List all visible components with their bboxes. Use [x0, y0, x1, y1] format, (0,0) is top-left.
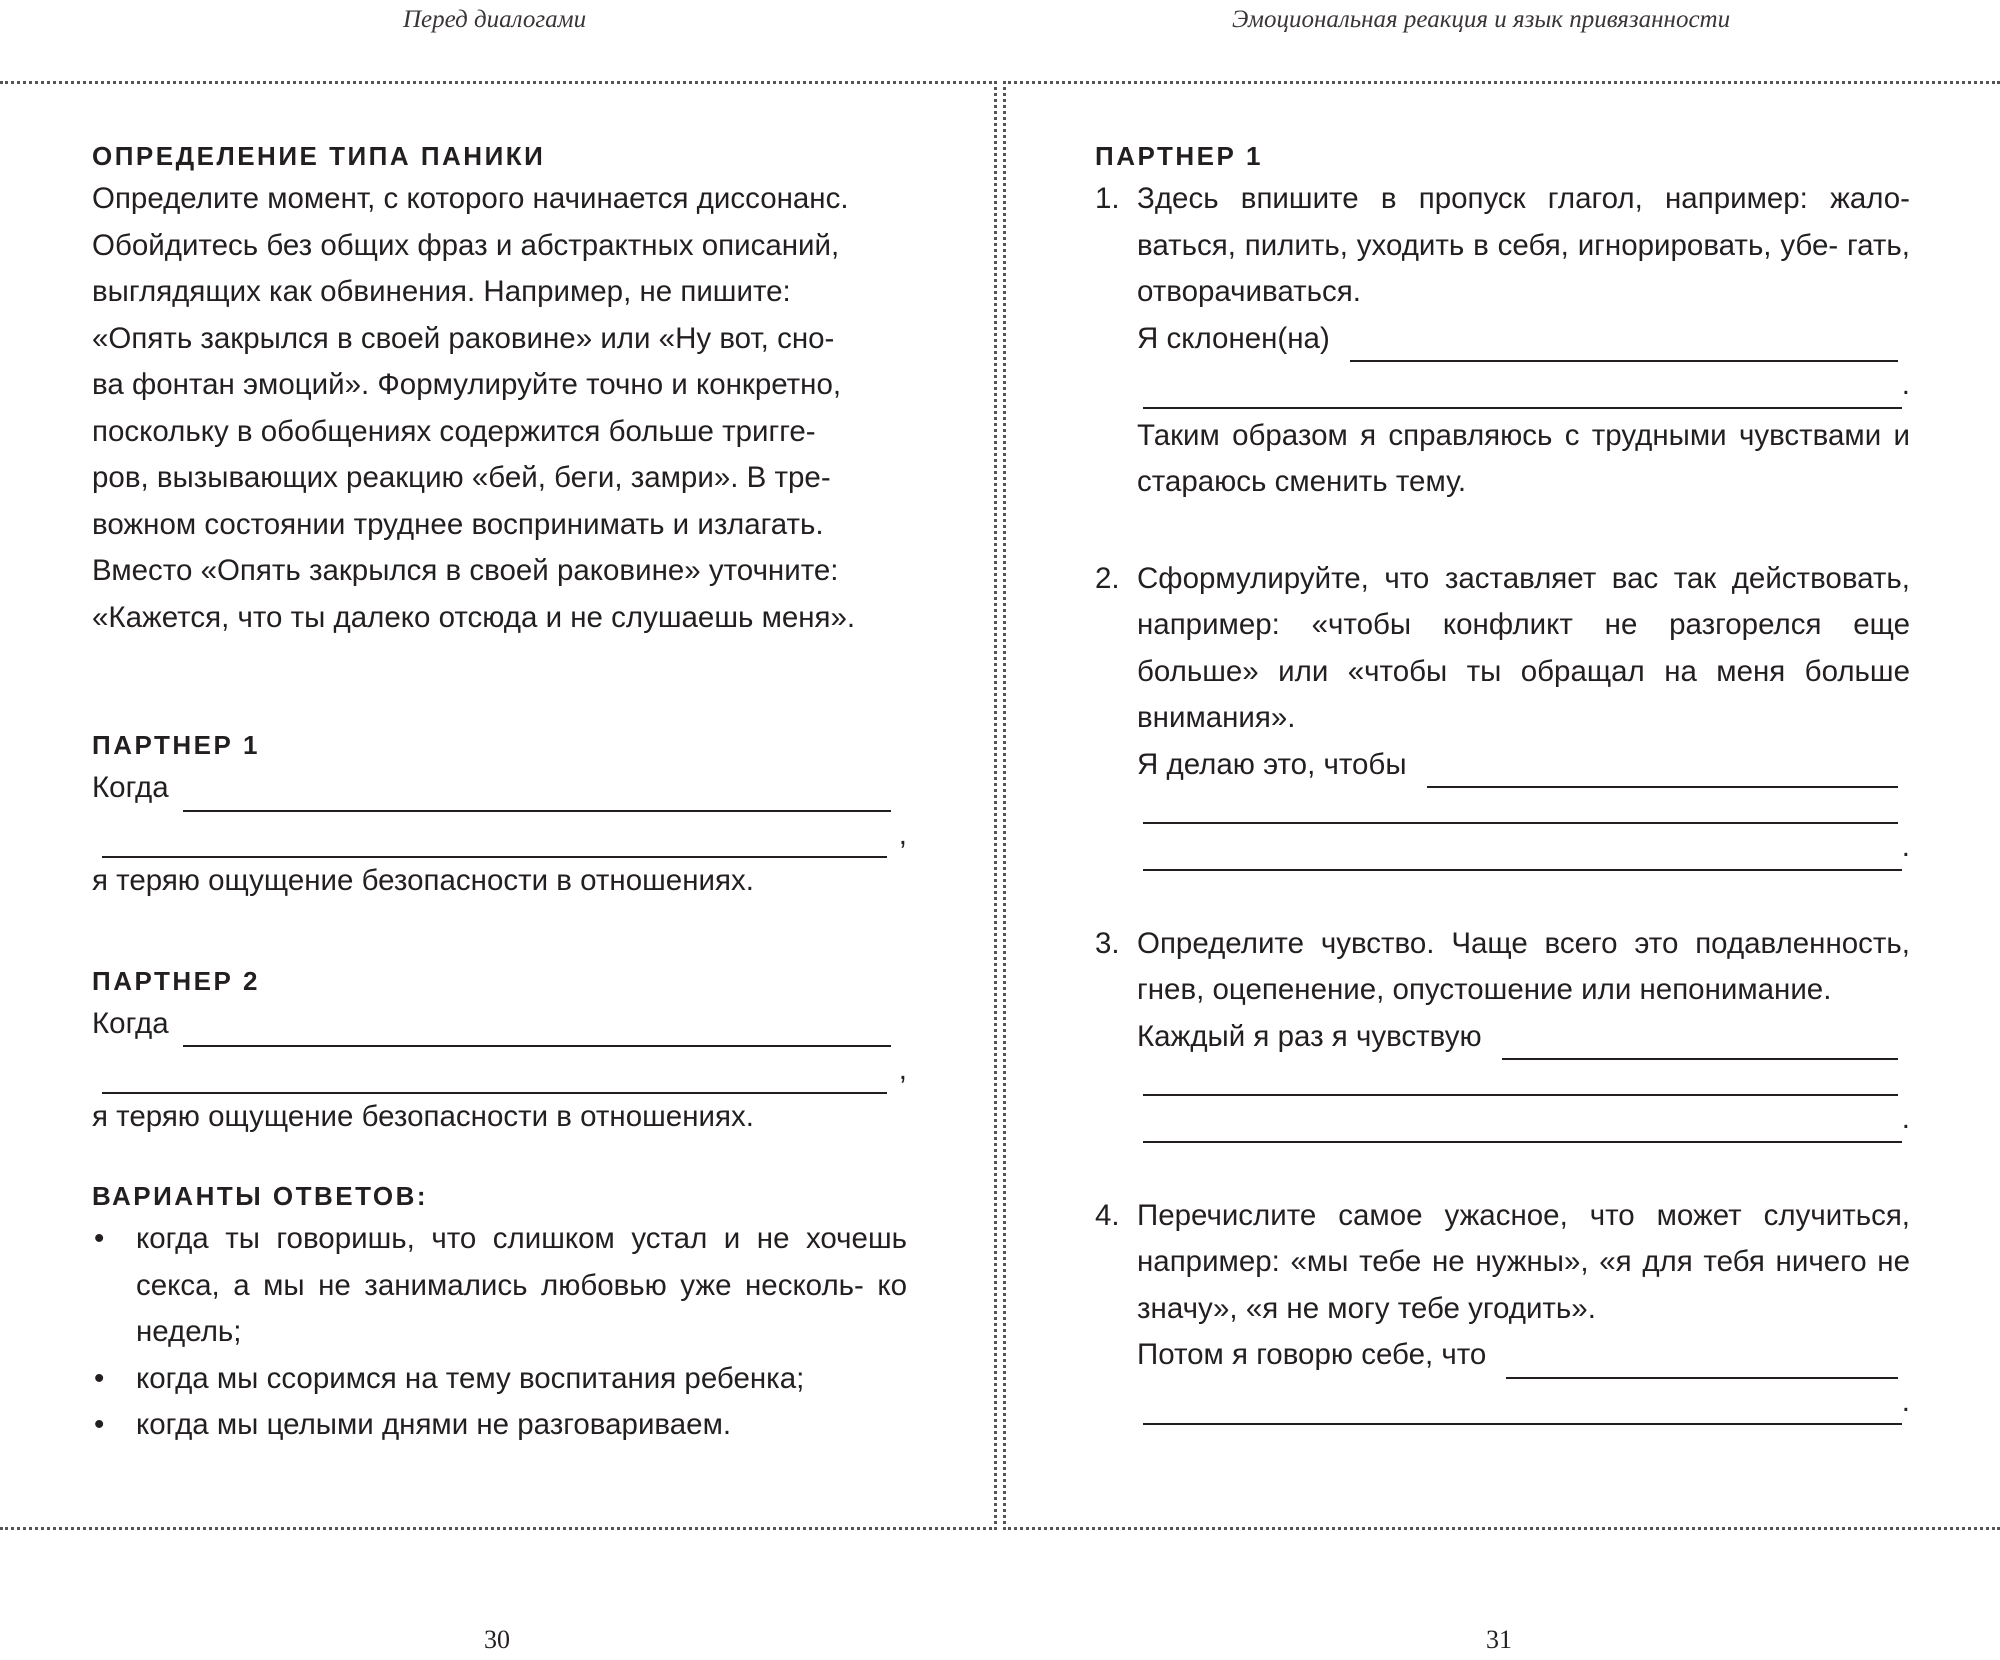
partner1-continuation-line	[92, 812, 907, 859]
intro-line: Обойдитесь без общих фраз и абстрактных описаний,	[92, 228, 840, 262]
item3-blank-3[interactable]	[1143, 1107, 1902, 1143]
item-end-mark: .	[1901, 1102, 1910, 1135]
answer-item: • когда мы целыми днями не разговариваем.	[92, 1402, 907, 1449]
partner1-ending: я теряю ощущение безопасности в отношениях.	[92, 864, 754, 897]
partner2-title: ПАРТНЕР 2	[92, 965, 260, 996]
intro-line: «Кажется, что ты далеко отсюда и не слушаешь меня».	[92, 600, 856, 634]
intro-line: «Опять закрылся в своей раковине» или «Ну вот, сно-	[92, 321, 835, 355]
partner2-continuation-line	[92, 1047, 907, 1094]
item-text: Перечислите самое ужасное, что может случиться, например: «мы тебе не нужны», «я для тебя ничего не значу», «я не могу тебе угодить».	[1137, 1198, 1910, 1325]
item-prompt-line	[1137, 1332, 1910, 1379]
partner1-when-line	[92, 765, 907, 812]
partner2-comma: ,	[898, 1053, 907, 1086]
item-prompt-line	[1137, 742, 1910, 789]
item-number: 1.	[1095, 182, 1120, 215]
item-prompt-line	[1137, 316, 1910, 363]
item-prompt: Потом я говорю себе, что	[1137, 1338, 1487, 1371]
intro-line: ва фонтан эмоций». Формулируйте точно и конкретно,	[92, 368, 842, 401]
partner1-blank-1[interactable]	[183, 776, 891, 812]
item-end-mark: .	[1901, 1384, 1910, 1418]
partner1-blank-2[interactable]	[102, 822, 887, 858]
item-continuation-line	[1137, 788, 1910, 824]
exercise-item-3	[1095, 921, 1910, 1143]
intro-line: Определите момент, с которого начинается диссонанс.	[92, 182, 849, 215]
item-end-mark: .	[1901, 368, 1910, 401]
item-end-mark: .	[1901, 830, 1910, 863]
item1-blank-2[interactable]	[1143, 373, 1902, 409]
answers-block	[92, 1176, 907, 1449]
item-number: 4.	[1095, 1198, 1120, 1232]
item-prompt: Я делаю это, чтобы	[1137, 747, 1407, 781]
item-continuation-line	[1137, 1060, 1910, 1096]
intro-line: ров, вызывающих реакцию «бей, беги, замри». В тре-	[92, 461, 831, 494]
item-continuation-line	[1137, 824, 1910, 871]
partner1-block	[92, 725, 907, 905]
page-number-right: 31	[1486, 1625, 1512, 1654]
item2-blank-1[interactable]	[1427, 752, 1898, 788]
partner2-when-line	[92, 1001, 907, 1048]
intro-line: выглядящих как обвинения. Например, не пишите:	[92, 275, 791, 308]
answer-item: • когда ты говоришь, что слишком устал и не хочешь секса, а мы не занимались любовью уже несколь- ко недель;	[92, 1216, 907, 1356]
item4-blank-2[interactable]	[1143, 1389, 1902, 1425]
item-prompt: Каждый я раз я чувствую	[1137, 1019, 1482, 1053]
partner2-prompt: Когда	[92, 1006, 169, 1040]
page-number-left: 30	[484, 1625, 510, 1654]
partner1-prompt: Когда	[92, 771, 169, 804]
intro-line: поскольку в обобщениях содержится больше тригге-	[92, 414, 816, 448]
item-continuation-line	[1137, 362, 1910, 409]
item1-blank-1[interactable]	[1350, 326, 1898, 362]
exercise-item-4	[1095, 1193, 1910, 1426]
partner2-ending: я теряю ощущение безопасности в отношениях.	[92, 1099, 754, 1133]
partner1-comma: ,	[898, 817, 907, 851]
right-running-head: Эмоциональная реакция и язык привязанности	[1232, 6, 1731, 33]
exercise-item-1	[1095, 176, 1910, 506]
partner2-blank-2[interactable]	[102, 1058, 887, 1094]
partner2-block	[92, 961, 907, 1141]
answers-title: ВАРИАНТЫ ОТВЕТОВ:	[92, 1181, 429, 1211]
item3-blank-1[interactable]	[1502, 1024, 1898, 1060]
item-continuation-line	[1137, 1379, 1910, 1426]
right-page-title: ПАРТНЕР 1	[1095, 141, 1263, 171]
answer-item: • когда мы ссоримся на тему воспитания ребенка;	[92, 1356, 907, 1403]
partner2-blank-1[interactable]	[183, 1011, 891, 1047]
left-running-head: Перед диалогами	[403, 6, 587, 33]
item-text: Здесь впишите в пропуск глагол, например: жало- ваться, пилить, уходить в себя, игнорировать, убе- гать, отворачиваться.	[1137, 182, 1910, 308]
intro-line: Вместо «Опять закрылся в своей раковине» уточните:	[92, 554, 839, 587]
item-number: 3.	[1095, 926, 1120, 960]
item2-blank-2[interactable]	[1143, 788, 1898, 824]
item4-blank-1[interactable]	[1506, 1343, 1898, 1379]
item-prompt-line	[1137, 1014, 1910, 1061]
answers-list	[92, 1216, 907, 1449]
item-prompt: Я склонен(на)	[1137, 321, 1330, 355]
left-page-content	[92, 136, 907, 1449]
item-continuation-line	[1137, 1096, 1910, 1143]
item-text: Определите чувство. Чаще всего это подавленность, гнев, оцепенение, опустошение или непонимание.	[1137, 926, 1910, 1006]
partner1-title: ПАРТНЕР 1	[92, 730, 260, 760]
item-number: 2.	[1095, 561, 1120, 595]
item3-blank-2[interactable]	[1143, 1060, 1898, 1096]
item-text: Сформулируйте, что заставляет вас так действовать, например: «чтобы конфликт не разгорелся еще больше» или «чтобы ты обращал на меня больше внимания».	[1137, 561, 1910, 734]
section-title: ОПРЕДЕЛЕНИЕ ТИПА ПАНИКИ	[92, 141, 546, 171]
intro-paragraph	[92, 176, 907, 641]
item2-blank-3[interactable]	[1143, 835, 1902, 871]
right-page-content	[1095, 136, 1910, 1425]
item-after-text: Таким образом я справляюсь с трудными чувствами и стараюсь сменить тему.	[1137, 418, 1910, 498]
intro-line: вожном состоянии труднее воспринимать и излагать.	[92, 507, 824, 541]
exercise-item-2	[1095, 556, 1910, 871]
